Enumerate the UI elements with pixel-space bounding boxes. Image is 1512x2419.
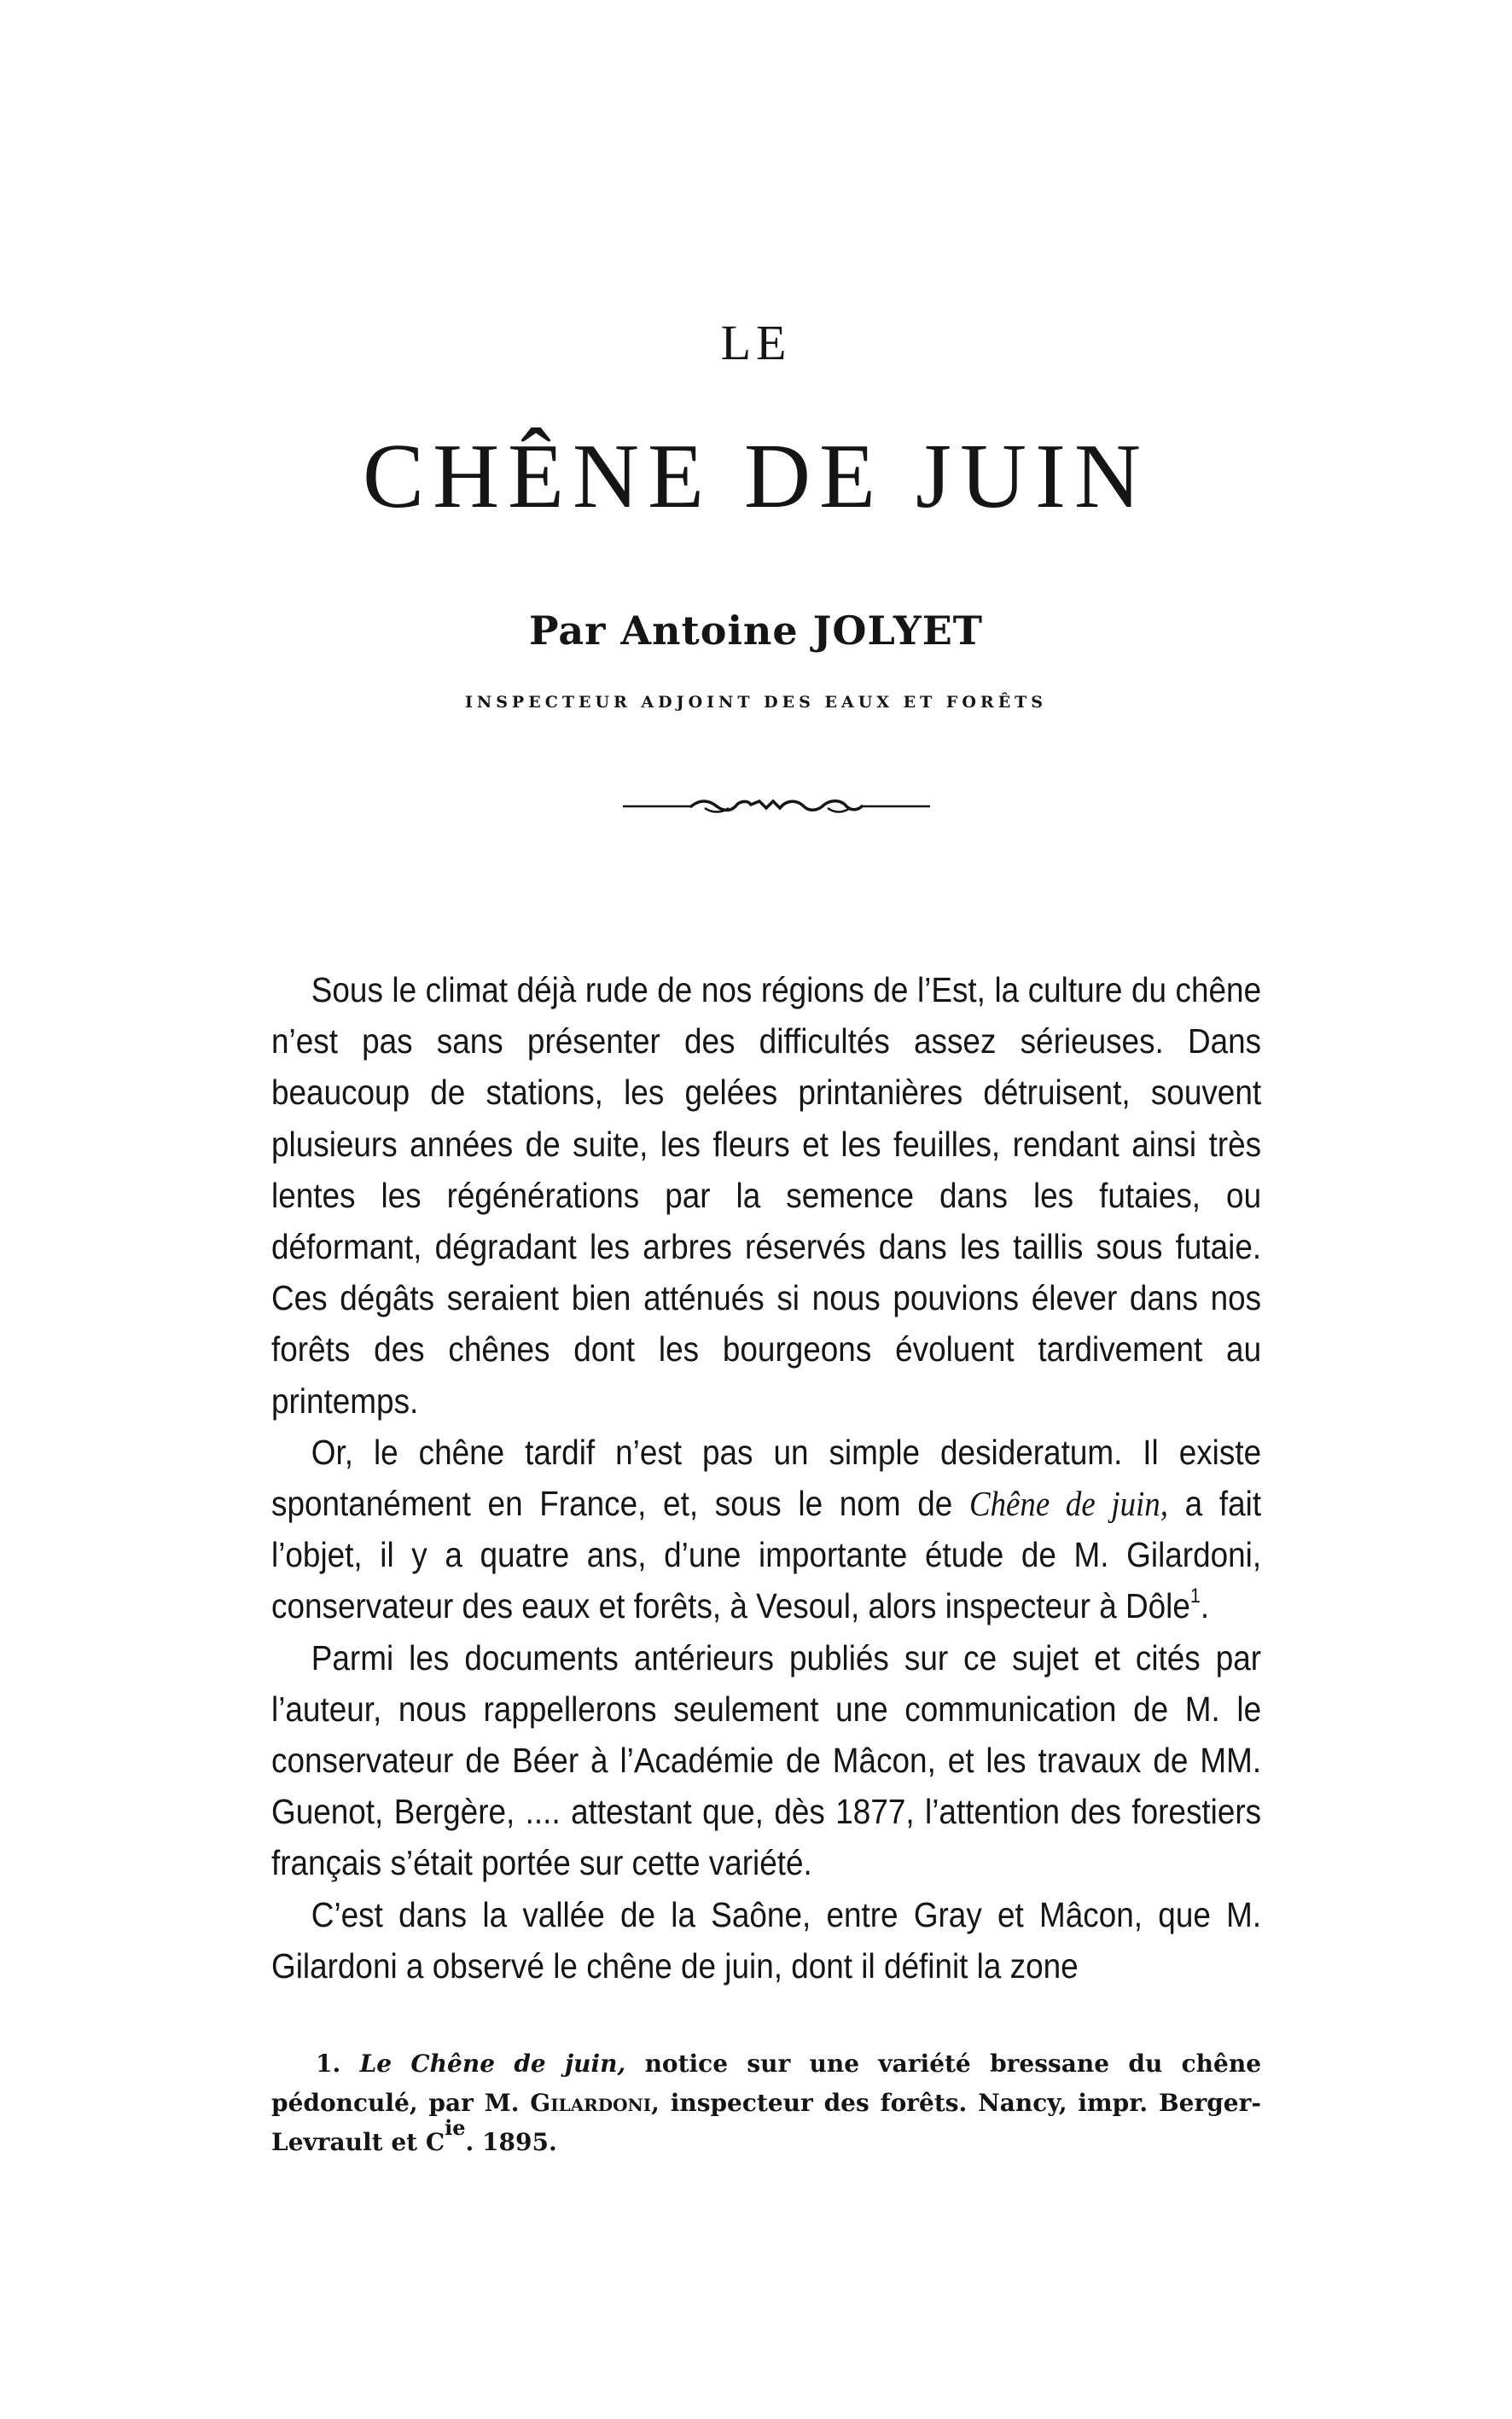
footnote-reference: 1 <box>1189 1585 1201 1608</box>
title-article: LE <box>720 315 792 370</box>
decorative-rule-ornament-icon <box>623 789 930 823</box>
paragraph-2-text-a: Or, le chêne tardif n’est pas un simple desideratum. Il existe spontanément en France, et, sous le nom de <box>271 1432 1262 1524</box>
author-name: Antoine JOLYET <box>620 608 984 654</box>
byline-prefix: Par <box>528 608 607 654</box>
footnote-text-2: , inspecteur des forêts. Nancy, impr. Berger-Levrault et C <box>271 2089 1261 2156</box>
paragraph-2 <box>271 1427 1261 1632</box>
footnote-italic-title: Le Chêne de juin, <box>359 2050 626 2078</box>
paragraph-2-text-b: a fait l’objet, il y a quatre ans, d’une importante étude de M. Gilardoni, conservateur des eaux et forêts, à Vesoul, alors inspecteur à Dôle <box>271 1484 1262 1626</box>
paragraph-2-italic: Chêne de juin, <box>968 1484 1168 1524</box>
footnote-text-3: . 1895. <box>465 2128 557 2156</box>
page-title: CHÊNE DE JUIN <box>363 426 1149 527</box>
footnote-text <box>271 2044 1261 2162</box>
article-body <box>271 964 1261 1992</box>
footnote-text-1: notice sur une variété bressane du chêne pédonculé, par M. <box>271 2050 1262 2117</box>
author-role: INSPECTEUR ADJOINT DES EAUX ET FORÊTS <box>464 693 1048 712</box>
footnote-superscript: ie <box>445 2115 466 2140</box>
paragraph-2-ending: . <box>1200 1586 1210 1626</box>
paragraph-3: Parmi les documents antérieurs publiés sur ce sujet et cités par l’auteur, nous rappellerons seulement une communication de M. le conservateur de Béer à l’Académie de Mâcon, et les travaux de MM. Guenot, Bergère, .... attestant que, dès 1877, l’attention des forestiers français s’était portée sur cette variété. <box>271 1637 1262 1883</box>
footnote-author: Gilardoni <box>530 2089 652 2117</box>
paragraph-1: Sous le climat déjà rude de nos régions de l’Est, la culture du chêne n’est pas sans présenter des difficultés assez sérieuses. Dans beaucoup de stations, les gelées printanières détruisent, souvent plusieurs années de suite, les fleurs et les feuilles, rendant ainsi très lentes les régénérations par la semence dans les futaies, ou déformant, dégradant les arbres réservés dans les taillis sous futaie. Ces dégâts seraient bien atténués si nous pouvions élever dans nos forêts des chênes dont les bourgeons évoluent tardivement au printemps. <box>271 970 1262 1421</box>
byline <box>0 608 1512 654</box>
footnote <box>271 2044 1261 2162</box>
paragraph-4: C’est dans la vallée de la Saône, entre Gray et Mâcon, que M. Gilardoni a observé le chêne de juin, dont il définit la zone <box>271 1894 1262 1986</box>
footnote-number: 1. <box>316 2050 341 2078</box>
